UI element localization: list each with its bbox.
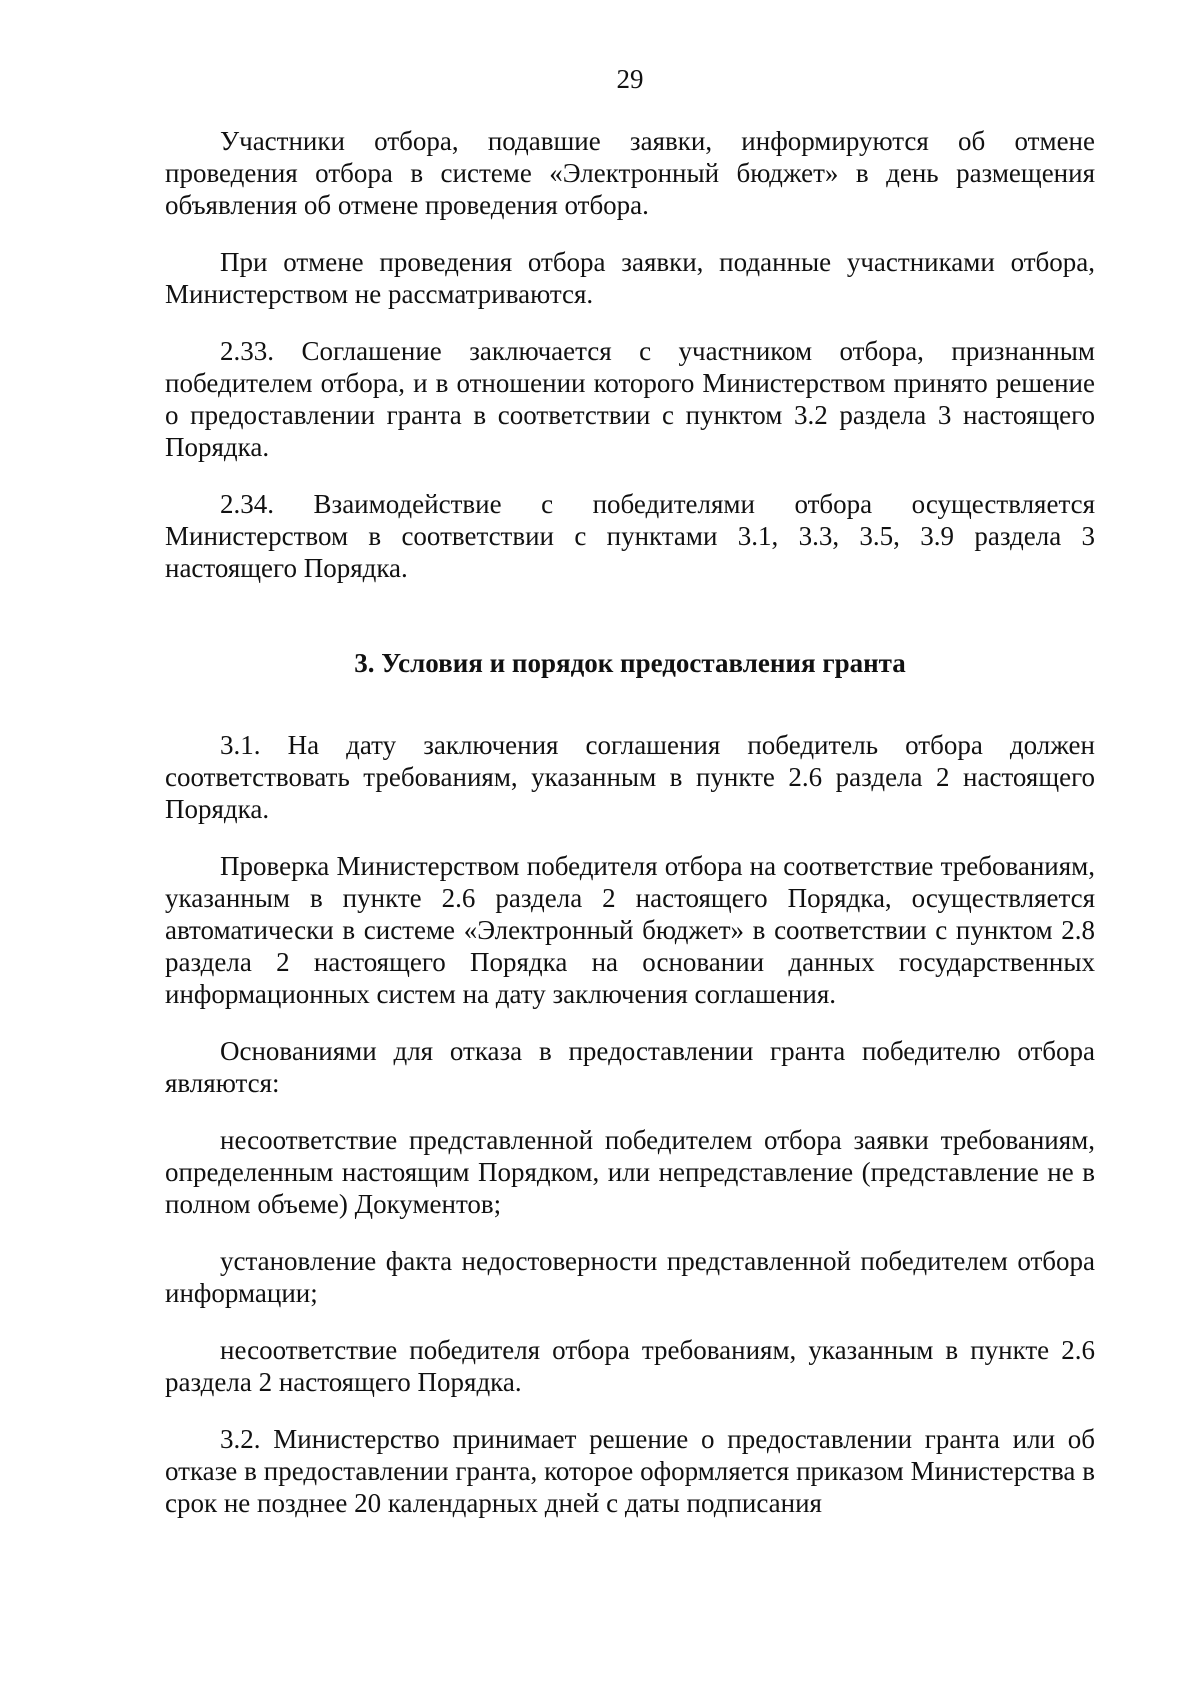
paragraph-verification: Проверка Министерством победителя отбора на соответствие требованиям, указанным в пункте 2.6 раздела 2 настоящего Порядка, осуществляется автоматически в системе «Электронный бюджет» в соответствии с пунктом 2.8 раздела 2 настоящего Порядка на основании данных государственных информационных систем на дату заключения соглашения.: [165, 851, 1095, 1009]
paragraph-refusal-grounds: Основаниями для отказа в предоставлении гранта победителю отбора являются:: [165, 1036, 1095, 1098]
paragraph-ground-false-information: установление факта недостоверности представленной победителем отбора информации;: [165, 1246, 1095, 1308]
paragraph-3-1: 3.1. На дату заключения соглашения победитель отбора должен соответствовать требованиям, указанным в пункте 2.6 раздела 2 настоящего Порядка.: [165, 730, 1095, 824]
paragraph-2-34: 2.34. Взаимодействие с победителями отбора осуществляется Министерством в соответствии с пунктами 3.1, 3.3, 3.5, 3.9 раздела 3 настоящего Порядка.: [165, 489, 1095, 583]
paragraph-3-2: 3.2. Министерство принимает решение о предоставлении гранта или об отказе в предоставлении гранта, которое оформляется приказом Министерства в срок не позднее 20 календарных дней с даты подписания: [165, 1424, 1095, 1518]
paragraph-ground-noncompliance-application: несоответствие представленной победителем отбора заявки требованиям, определенным настоящим Порядком, или непредставление (представление не в полном объеме) Документов;: [165, 1125, 1095, 1219]
paragraph-ground-winner-noncompliance: несоответствие победителя отбора требованиям, указанным в пункте 2.6 раздела 2 настоящего Порядка.: [165, 1335, 1095, 1397]
page-number: 29: [616, 64, 644, 94]
paragraph-2-33: 2.33. Соглашение заключается с участником отбора, признанным победителем отбора, и в отношении которого Министерством принято решение о предоставлении гранта в соответствии с пунктом 3.2 раздела 3 настоящего Порядка.: [165, 336, 1095, 462]
paragraph-applications-not-considered: При отмене проведения отбора заявки, поданные участниками отбора, Министерством не рассматриваются.: [165, 247, 1095, 309]
document-body: [165, 125, 1095, 1544]
paragraph-participants-informed: Участники отбора, подавшие заявки, информируются об отмене проведения отбора в системе «Электронный бюджет» в день размещения объявления об отмене проведения отбора.: [165, 126, 1095, 220]
section-heading: 3. Условия и порядок предоставления гранта: [354, 648, 906, 678]
